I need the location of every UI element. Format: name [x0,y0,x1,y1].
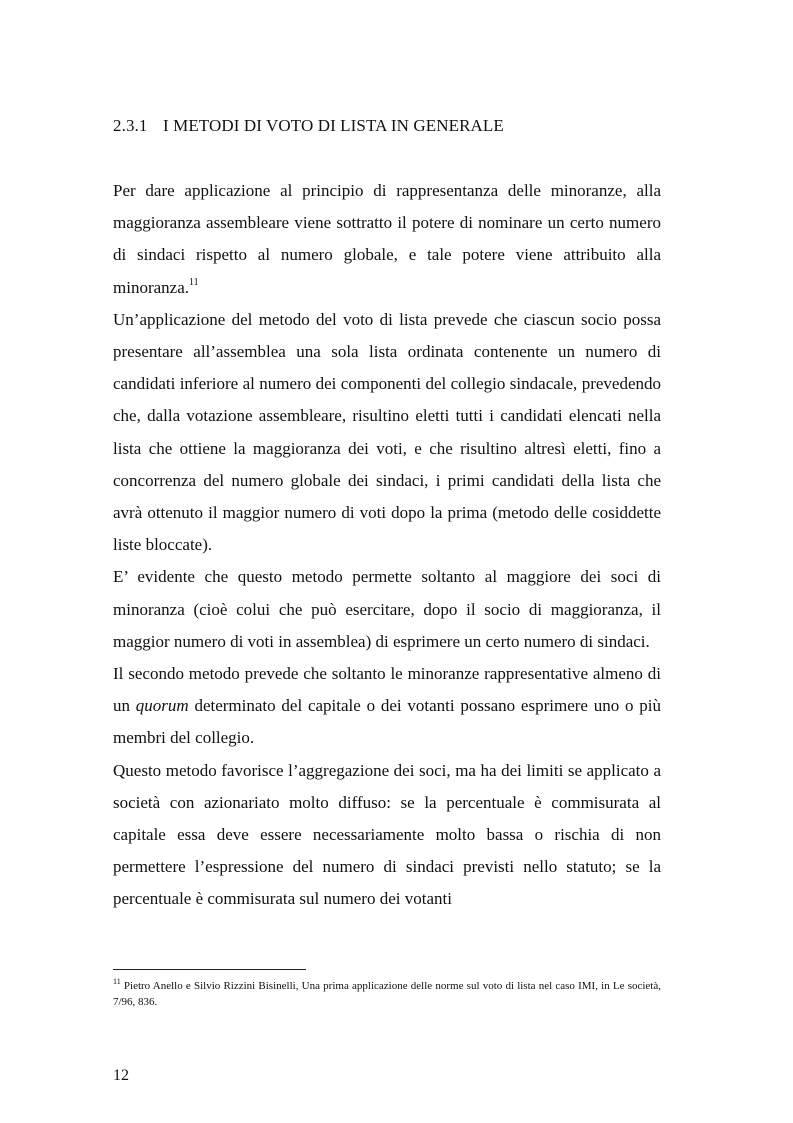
footnote-reference[interactable]: 11 [189,276,199,288]
paragraph-1 [113,175,661,304]
body-text [113,175,661,916]
section-number: 2.3.1 [113,116,148,135]
paragraph-4-after: determinato del capitale o dei votanti possano esprimere uno o più membri del collegio. [113,696,661,748]
paragraph-4-italic: quorum [135,696,189,716]
paragraph-4-before: Il secondo metodo prevede che soltanto le minoranze rappresentative almeno di un [113,664,661,716]
paragraph-1-text: Per dare applicazione al principio di rappresentanza delle minoranze, alla maggioranza assembleare viene sottratto il potere di nominare un certo numero di sindaci rispetto al numero globale, e tale potere viene attribuito alla minoranza. [113,181,661,297]
section-heading [113,114,504,138]
footnote-text: Pietro Anello e Silvio Rizzini Bisinelli, Una prima applicazione delle norme sul voto di lista nel caso IMI, in Le società, 7/96, 836. [113,980,661,1008]
page-number: 12 [113,1067,129,1084]
paragraph-4 [113,658,661,755]
paragraph-3: E’ evidente che questo metodo permette soltanto al maggiore dei soci di minoranza (cioè colui che può esercitare, dopo il socio di maggioranza, il maggior numero di voti in assemblea) di esprimere un certo numero di sindaci. [113,567,661,651]
paragraph-5: Questo metodo favorisce l’aggregazione dei soci, ma ha dei limiti se applicato a società con azionariato molto diffuso: se la percentuale è commisurata al capitale essa deve essere necessariamente molto bassa o rischia di non permettere l’espressione del numero di sindaci previsti nello statuto; se la percentuale è commisurata sul numero dei votanti [113,760,661,909]
footnote [113,978,661,1010]
paragraph-2: Un’applicazione del metodo del voto di lista prevede che ciascun socio possa presentare all’assemblea una sola lista ordinata contenente un numero di candidati inferiore al numero dei componenti del collegio sindacale, prevedendo che, dalla votazione assembleare, risultino eletti tutti i candidati elencati nella lista che ottiene la maggioranza dei voti, e che risultino altresì eletti, fino a concorrenza del numero globale dei sindaci, i primi candidati della lista che avrà ottenuto il maggior numero di voti dopo la prima (metodo delle cosiddette liste bloccate). [113,309,661,555]
footnote-marker: 11 [113,977,121,986]
section-title: I METODI DI VOTO DI LISTA IN GENERALE [163,116,504,135]
footnote-divider [113,969,306,970]
